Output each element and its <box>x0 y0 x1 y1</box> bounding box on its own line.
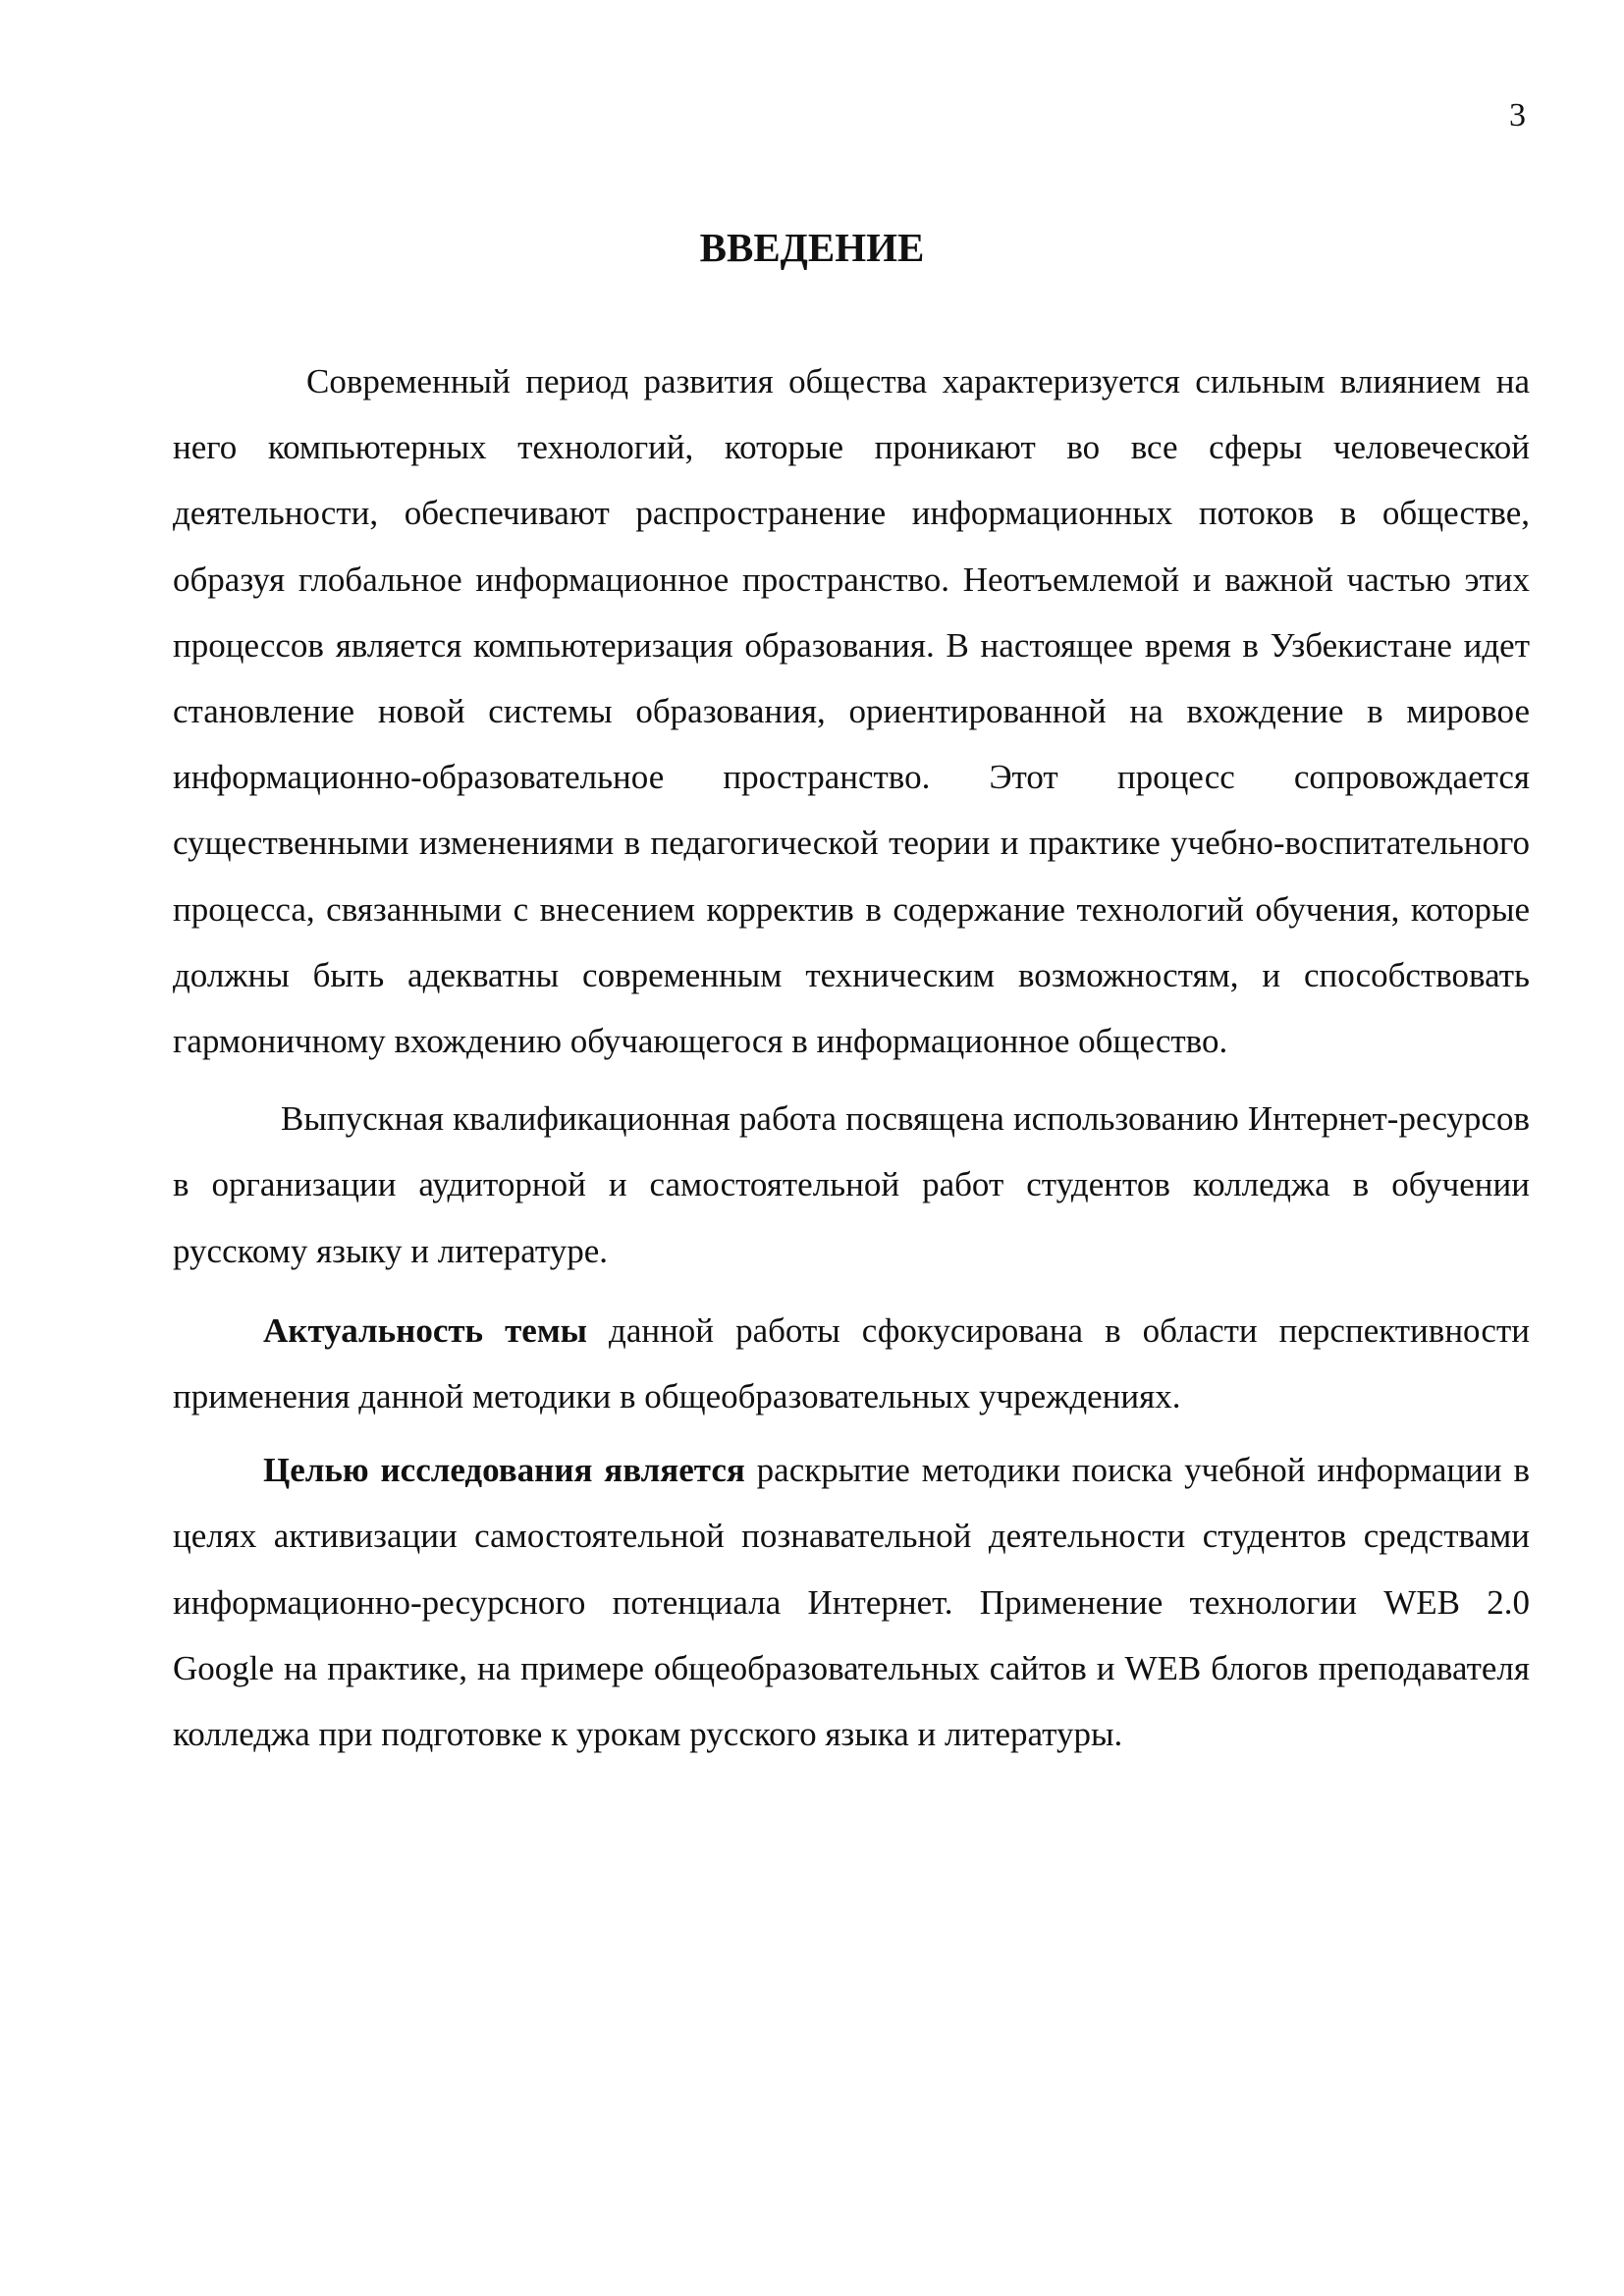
page-number: 3 <box>1509 97 1526 133</box>
research-goal-label: Целью исследования является <box>263 1451 745 1490</box>
paragraph-relevance <box>173 1298 1530 1429</box>
document-body <box>173 348 1530 1767</box>
paragraph-research-goal <box>173 1437 1530 1767</box>
paragraph-introduction: Современный период развития общества характеризуется сильным влиянием на него компьютерных технологий, которые проникают во все сферы человеческой деятельности, обеспечивают распространение информационных потоков в обществе, образуя глобальное информационное пространство. Неотъемлемой и важной частью этих процессов является компьютеризация образования. В настоящее время в Узбекистане идет становление новой системы образования, ориентированной на вхождение в мировое информационно-образовательное пространство. Этот процесс сопровождается существенными изменениями в педагогической теории и практике учебно-воспитательного процесса, связанными с внесением корректив в содержание технологий обучения, которые должны быть адекватны современным техническим возможностям, и способствовать гармоничному вхождению обучающегося в информационное общество. <box>173 362 1530 1061</box>
relevance-label: Актуальность темы <box>263 1310 587 1350</box>
section-heading: ВВЕДЕНИЕ <box>699 225 925 271</box>
relevance-text: данной работы сфокусирована в области перспективности применения данной методики в общеобразовательных учреждениях. <box>173 1310 1530 1416</box>
paragraph-thesis-topic: Выпускная квалификационная работа посвящена использованию Интернет-ресурсов в организации аудиторной и самостоятельной работ студентов колледжа в обучении русскому языку и литературе. <box>173 1099 1530 1270</box>
research-goal-text: раскрытие методики поиска учебной информации в целях активизации самостоятельной познавательной деятельности студентов средствами информационно-ресурсного потенциала Интернет. Применение технологии WEB 2.0 Google на практике, на примере общеобразовательных сайтов и WEB блогов преподавателя колледжа при подготовке к урокам русского языка и литературы. <box>173 1451 1530 1754</box>
